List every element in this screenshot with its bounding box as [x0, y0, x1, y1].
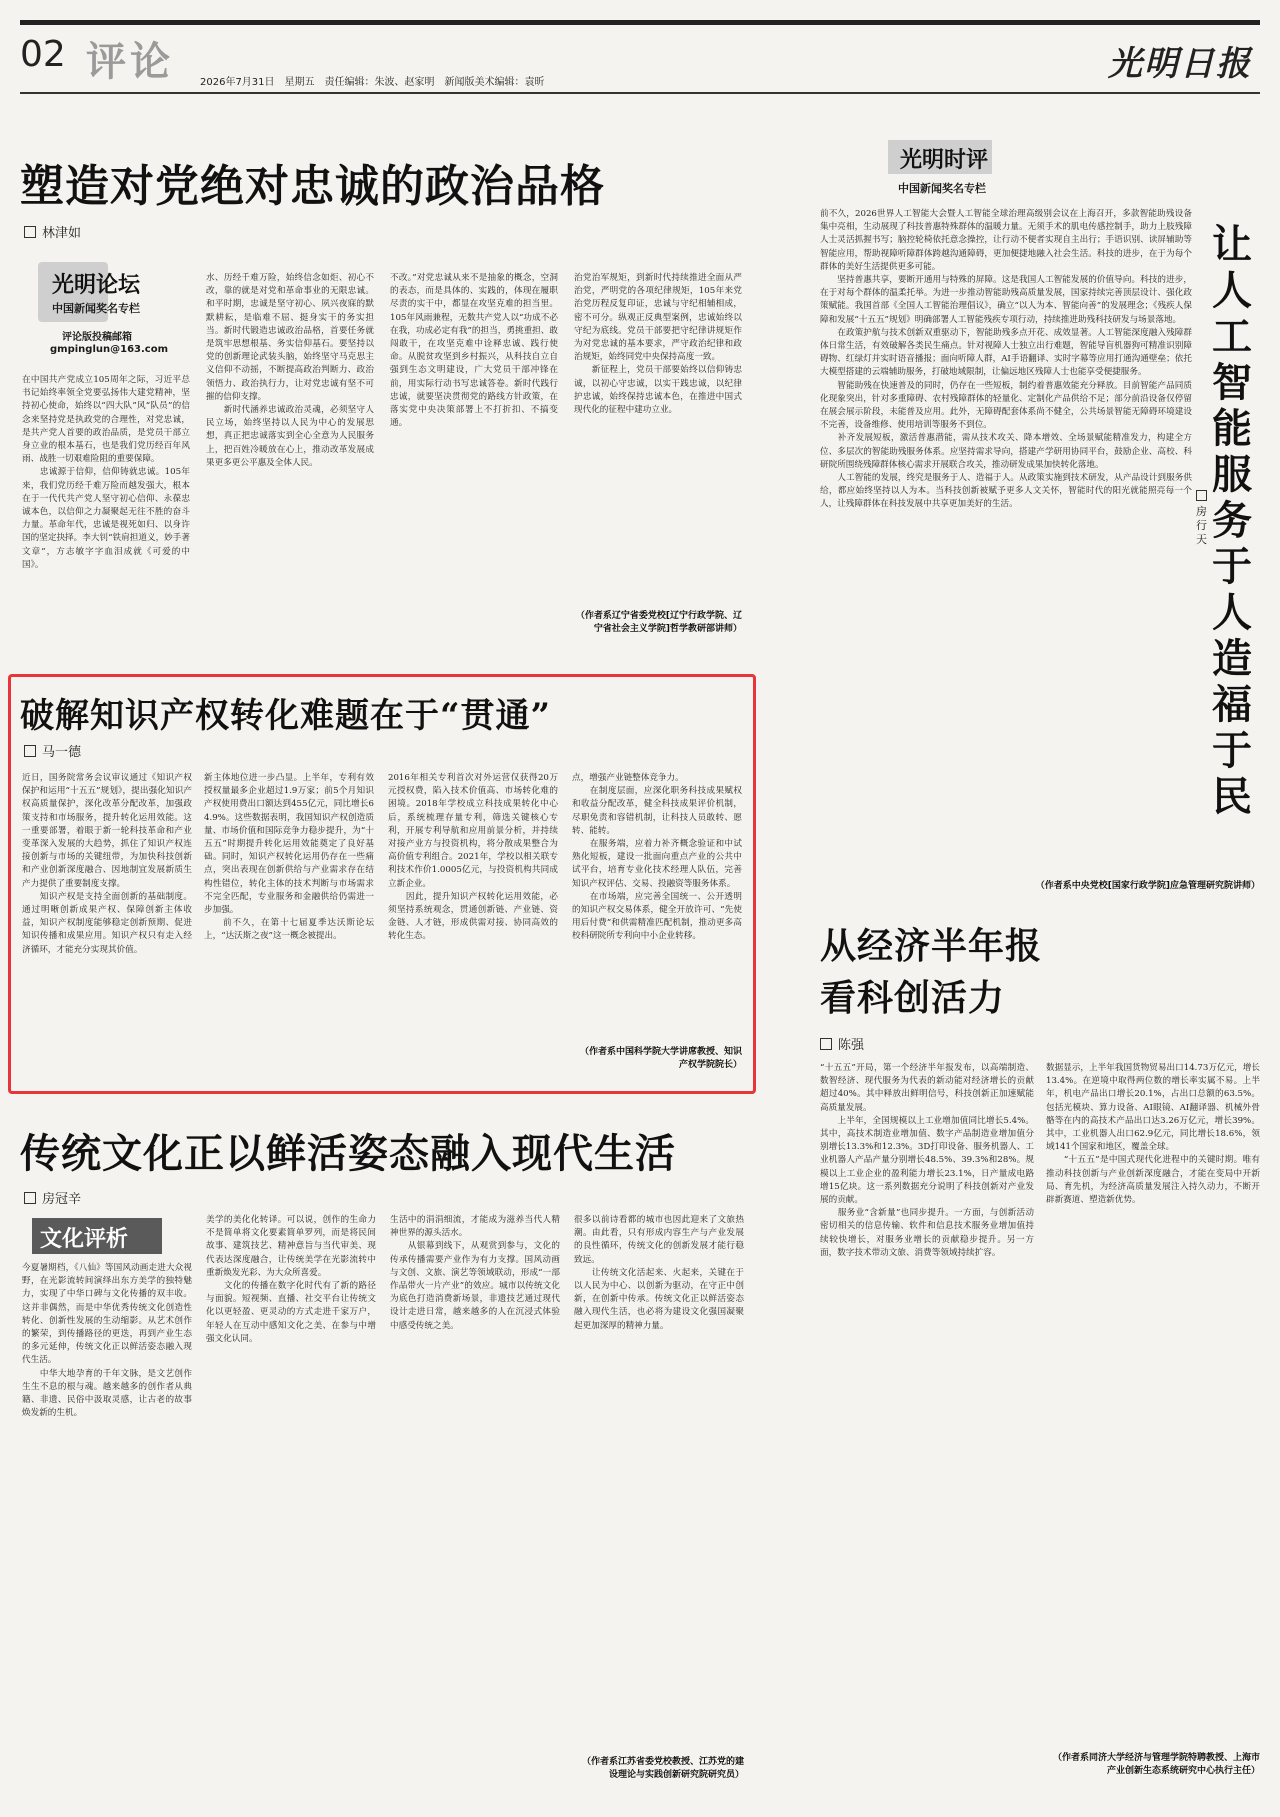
econ-col-1: “十五五”开局，第一个经济半年报发布，以高端制造、数智经济、现代服务为代表的新动能对经济增长的贡献超过40%。其中释放出鲜明信号，科技创新正加速赋能高质量发展。 上半年，全国规模以上工业增加值同比增长5.4%。其中，高技术制造业增加值、数字产品制造业增加值分别增长13.3%和12.3%。3D打印设备、服务机器人、工业机器人产品产量分别增长48.5%、39.3%和28%。规模以上工业企业的盈利能力增长23.1%，日产量成电路增15亿块。这一系列数据充分说明了科技创新对产业发展的贡献。 服务业“含新量”也同步提升。一方面，与创新活动密切相关的信息传输、软件和信息技术服务业增加值持续较快增长，对服务业增长的贡献稳步提升。另一方面，数字技术带动文旅、消费等领域持续扩容。: [820, 1063, 1034, 1258]
culture-col-1: 今夏暑期档，《八仙》等国风动画走进大众视野，在光影流转间演绎出东方美学的独特魅力，实现了中华口碑与文化传播的双丰收。这并非偶然，而是中华优秀传统文化创造性转化、创新性发展的生动缩影。从艺术创作的繁荣，到传播路径的更迭，再到产业生态的多元延伸，传统文化正以鲜活姿态融入现代生活。 中华大地孕育的千年文脉，是文艺创作生生不息的根与魂。越来越多的创作者从典籍、非遗、民俗中汲取灵感，让古老的故事焕发新的生机。: [22, 1263, 192, 1419]
econ-col-2: 数据显示，上半年我国货物贸易出口14.73万亿元，增长13.4%。在逆境中取得两位数的增长率实属不易。上半年，机电产品出口增长20.1%，占出口总额的63.5%。包括光模块、算力设备、AI眼镜、AI翻译器、机械外骨骼等在内的高技术产品出口达3.26万亿元，增长39%。其中，工业机器人出口62.9亿元，同比增长18.6%，领域141个国家和地区，覆盖全球。 “十五五”是中国式现代化进程中的关键时期。唯有推动科技创新与产业创新深度融合，才能在变局中开新局、育先机，为经济高质量发展注入持久动力，不断开辟新赛道、塑造新优势。: [1046, 1063, 1260, 1206]
header-bottom-rule: [20, 92, 1260, 94]
lead-col-3: 不改。”对党忠诚从来不是抽象的概念，空洞的表态，而是具体的、实践的，体现在履职尽责的实干中，都显在攻坚克难的担当里。105年风雨兼程，无数共产党人以“功成不必在我，功成必定有我”的担当，勇挑重担、敢闯敢干，在攻坚克难中诠释忠诚、践行使命。从脱贫攻坚到乡村振兴，从科技自立自强到生态文明建设，广大党员干部冲锋在前，用实际行动书写忠诚答卷。新时代践行忠诚，就要坚决贯彻党的路线方针政策，在落实党中央决策部署上不打折扣、不搞变通。: [390, 273, 558, 429]
ipr-col-3: 2016年相关专利首次对外运营仅获得20万元授权费，陷入技术价值高、市场转化难的困境。2018年学校成立科技成果转化中心后，系统梳理存量专利，筛选关键核心专利，开展专利导航和应用前景分析，并持续对接产业方与投资机构，将分散成果整合为高价值专利组合。2021年，学校以相关联专利技术作价1.0005亿元，与投资机构共同成立新企业。 因此，提升知识产权转化运用效能，必须坚持系统观念，贯通创新链、产业链、资金链、人才链，形成供需对接、协同高效的转化生态。: [388, 773, 558, 942]
ipr-author: [24, 741, 81, 760]
section-name: 评论: [86, 38, 174, 85]
ipr-title: 破解知识产权转化难题在于“贯通”: [20, 696, 552, 736]
lead-author-name: 林津如: [42, 226, 82, 241]
ipr-author-note: （作者系中国科学院大学讲席教授、知识产权学院院长）: [579, 1047, 742, 1070]
ai-author: [1196, 490, 1210, 547]
lead-col-4: 治党治军规矩，到新时代持续推进全面从严治党，严明党的各项纪律规矩，105年来党治党历程反复印证，忠诚与守纪相辅相成，密不可分。纵观正反典型案例，忠诚始终以守纪为底线。党员干部要把守纪律讲规矩作为对党忠诚的基本要求，严守政治纪律和政治规矩，始终同党中央保持高度一致。 新征程上，党员干部要始终以信仰铸忠诚，以初心守忠诚，以实干践忠诚，以纪律护忠诚，始终保持忠诚本色，在推进中国式现代化的征程中建功立业。: [574, 273, 742, 416]
ai-title: 让人工智能服务于人造福于民: [1212, 221, 1252, 820]
econ-author-name: 陈强: [838, 1038, 865, 1053]
page-number: 02: [20, 34, 66, 75]
byline-box-icon: [24, 226, 36, 238]
ai-author-name: 房行天: [1196, 505, 1207, 546]
header-meta: 2026年7月31日 星期五 责任编辑：朱波、赵家明 新闻版美术编辑：袁昕: [200, 77, 545, 88]
byline-box-icon: [24, 745, 36, 757]
culture-author: [24, 1188, 81, 1207]
forum-email-label: 评论版投稿邮箱: [62, 332, 132, 343]
byline-box-icon: [820, 1038, 832, 1050]
culture-title: 传统文化正以鲜活姿态融入现代生活: [20, 1130, 676, 1177]
culture-author-note: （作者系江苏省委党校教授、江苏党的建设理论与实践创新研究院研究员）: [581, 1757, 744, 1780]
shiping-name: 光明时评: [900, 148, 989, 173]
forum-badge: [22, 262, 192, 366]
ipr-col-4: 点，增强产业链整体竞争力。 在制度层面，应深化职务科技成果赋权和收益分配改革，健全科技成果评价机制，尽职免责和容错机制，让科技人员敢转、愿转、能转。 在服务端，应着力补齐概念验证和中试熟化短板，建设一批面向重点产业的公共中试平台，培育专业化技术经理人队伍，完善知识产权评估、交易、投融资等服务体系。 在市场端，应完善全国统一、公开透明的知识产权交易体系，健全开放许可、“先使用后付费”和供需精准匹配机制，推动更多高校科研院所专利向中小企业转移。: [572, 773, 742, 942]
culture-col-name: 文化评析: [40, 1227, 129, 1252]
ipr-author-name: 马一德: [42, 745, 82, 760]
shiping-sub: 中国新闻奖名专栏: [898, 182, 986, 195]
culture-author-name: 房冠辛: [42, 1192, 82, 1207]
forum-sub: 中国新闻奖名专栏: [52, 302, 140, 315]
shiping-badge: [882, 140, 1082, 200]
econ-author-note: （作者系同济大学经济与管理学院特聘教授、上海市产业创新生态系统研究中心执行主任）: [1052, 1753, 1260, 1776]
econ-title-line-2: 看科创活力: [820, 977, 1006, 1019]
ipr-col-2: 新主体地位进一步凸显。上半年，专利有效授权量最多企业超过1.9万家；前5个月知识产权使用费出口额达到455亿元，同比增长64.9%。这些数据表明，我国知识产权创造质量、市场价值和国际竞争力稳步提升，为“十五五”时期提升转化运用效能奠定了良好基础。同时，知识产权转化运用仍存在一些痛点，突出表现在创新供给与产业需求存在结构性错位，转化主体的技术判断与市场需求不完全匹配，专业服务和金融供给仍需进一步加强。 前不久，在第十七届夏季达沃斯论坛上，“达沃斯之夜”这一概念被提出。: [204, 773, 374, 942]
forum-email: gmpinglun@163.com: [50, 344, 168, 355]
ipr-col-1: 近日，国务院常务会议审议通过《知识产权保护和运用“十五五”规划》，提出强化知识产权高质量保护，深化改革分配改革，加强政策支持和市场服务，提升转化运用效能。这一重要部署，着眼于新一轮科技革命和产业变革深入发展的大趋势，抓住了知识产权连接创新与市场的关键纽带，为加快科技创新和产业创新深度融合、因地制宜发展新质生产力提供了重要制度支撑。 知识产权是支持全面创新的基础制度。通过明晰创新成果产权、保障创新主体收益，知识产权制度能够稳定创新预期、促进知识传播和成果应用。知识产权只有走入经济循环，才能充分实现其价值。: [22, 773, 192, 955]
culture-col-3: 生活中的涓涓细流，才能成为滋养当代人精神世界的源头活水。 从银幕到线下，从观赏到参与，文化的传承传播需要产业作为有力支撑。国风动画与文创、文旅、演艺等领域联动，形成“一部作品带火一片产业”的效应。城市以传统文化为底色打造消费新场景，非遗技艺通过现代设计走进日常，越来越多的人在沉浸式体验中感受传统之美。: [390, 1215, 560, 1331]
byline-box-icon: [24, 1192, 36, 1204]
econ-title-line-1: 从经济半年报: [820, 925, 1043, 967]
ai-body: 前不久，2026世界人工智能大会暨人工智能全球治理高级别会议在上海召开，多款智能助残设备集中亮相，生动展现了科技普惠特殊群体的温暖力量。无须手术的肌电传感控制手，助力上肢残障人士灵活抓握书写；脑控轮椅依托意念操控，让行动不便者实现自主出行；手语识别、读屏辅助等智能应用，帮助视障听障群体跨越沟通障碍，更加便捷地融入社会生活。科技的进步，在于为每个群体的美好生活提供更多可能。 坚持普惠共享，要断开通用与特殊的屏障。这是我国人工智能发展的价值导向。科技的进步，在于对每个群体的温柔托举。为进一步推动智能助残高质量发展，国家持续完善顶层设计、强化政策赋能。我国首部《全国人工智能治理倡议》，确立“以人为本、智能向善”的发展理念；《残疾人保障和发展“十五五”规划》明确部署人工智能残疾专项行动，持续推进助残科技研发与场景落地。 在政策护航与技术创新双重驱动下，智能助残多点开花、成效显著。人工智能深度融入残障群体日常生活，有效破解各类民生痛点。针对视障人士独立出行难题，智能导盲机器狗可精准识别障碍物、红绿灯并实时语音播报；面向听障人群，AI手语翻译、实时字幕等应用打通沟通壁垒；依托大模型搭建的云端辅助服务，打破地域限制，让偏远地区残障人士也能享受便捷服务。 智能助残在快速普及的同时，仍存在一些短板，制约着普惠效能充分释放。目前智能产品同质化现象突出，针对多重障碍、农村残障群体的轻量化、定制化产品供给不足；部分前沿设备仅停留在展会展示阶段，未能普及应用。此外，无障碍配套体系尚不健全，公共场景智能无障碍环境建设不完善，设备维修、使用培训等服务不到位。 补齐发展短板，激活普惠潜能，需从技术攻关、降本增效、全场景赋能精准发力，构建全方位、多层次的智能助残服务体系。应坚持需求导向，搭建产学研用协同平台，鼓励企业、高校、科研院所围绕残障群体核心需求开展联合攻关，推动研发成果加快转化落地。 人工智能的发展，终究是服务于人、造福于人。从政策实施到技术研发，从产品设计到服务供给，都应始终坚持以人为本。当科技创新被赋予更多人文关怀，智能时代的阳光就能照亮每一个人，让残障群体在科技发展中共享更加美好的生活。: [820, 209, 1192, 510]
lead-author-note: （作者系辽宁省委党校[辽宁行政学院、辽宁省社会主义学院]哲学教研部讲师）: [575, 611, 742, 634]
econ-author: [820, 1034, 864, 1053]
culture-col-4: 很多以前诗看都的城市也因此迎来了文旅热潮。由此看，只有形成内容生产与产业发展的良性循环，传统文化的创新发展才能行稳致远。 让传统文化活起来、火起来，关键在于以人民为中心、以创新为驱动，在守正中创新，在创新中传承。传统文化正以鲜活姿态融入现代生活，也必将为建设文化强国凝聚起更加深厚的精神力量。: [574, 1215, 744, 1331]
lead-author: [24, 222, 81, 241]
lead-col-1: 在中国共产党成立105周年之际，习近平总书记始终率领全党要弘扬伟大建党精神，坚持初心使命，始终以“四大队”风“队员”的信念来坚持党是执政党的合理性，对党忠诚，是共产党人首要的政治品质，是党员干部立身立业的根本基石，也是我们党历经百年风雨、战胜一切艰难险阻的重要保障。 忠诚源于信仰，信仰铸就忠诚。105年来，我们党历经千难万险而越发强大，根本在于一代代共产党人坚守初心信仰、永葆忠诚本色，以信仰之力凝聚起无往不胜的奋斗力量。革命年代，忠诚是视死如归、以身许国的坚定抉择。李大钊“铁肩担道义，妙手著文章”，方志敏字字血泪成就《可爱的中国》。: [22, 375, 190, 570]
culture-col-badge: [32, 1218, 162, 1254]
masthead: 光明日报: [1108, 44, 1252, 84]
byline-box-icon: [1196, 490, 1207, 501]
lead-title: 塑造对党绝对忠诚的政治品格: [20, 161, 605, 212]
lead-col-2: 水、历经千难万险，始终信念如炬、初心不改，靠的就是对党和革命事业的无限忠诚。和平时期，忠诚是坚守初心、夙兴夜寐的默默耕耘，是临难不屈、挺身实干的务实担当。新时代锻造忠诚政治品格，首要任务就是筑牢思想根基、务实信仰基石。要坚持以党的创新理论武装头脑，始终坚守马克思主义信仰不动摇，不断提高政治判断力、政治领悟力、政治执行力，让对党忠诚有坚不可摧的信仰支撑。 新时代涵养忠诚政治灵魂，必须坚守人民立场，始终坚持以人民为中心的发展思想，真正把忠诚落实到全心全意为人民服务上，把百姓冷暖放在心上，推动改革发展成果更多更公平惠及全体人民。: [206, 273, 374, 468]
forum-name: 光明论坛: [52, 273, 141, 298]
ai-author-note: （作者系中央党校[国家行政学院]应急管理研究院讲师）: [1035, 881, 1260, 891]
culture-col-2: 美学的美化化转译。可以说，创作的生命力不是简单将文化要素简单罗列，而是将民间故事、建筑技艺、精神意旨与当代审美、现代表达深度融合，让传统美学在光影流转中重新焕发光彩、为大众所喜爱。 文化的传播在数字化时代有了新的路径与面貌。短视频、直播、社交平台让传统文化以更轻盈、更灵动的方式走进千家万户，年轻人在互动中感知文化之美、在参与中增强文化认同。: [206, 1215, 376, 1344]
header-top-rule: [20, 20, 1260, 25]
